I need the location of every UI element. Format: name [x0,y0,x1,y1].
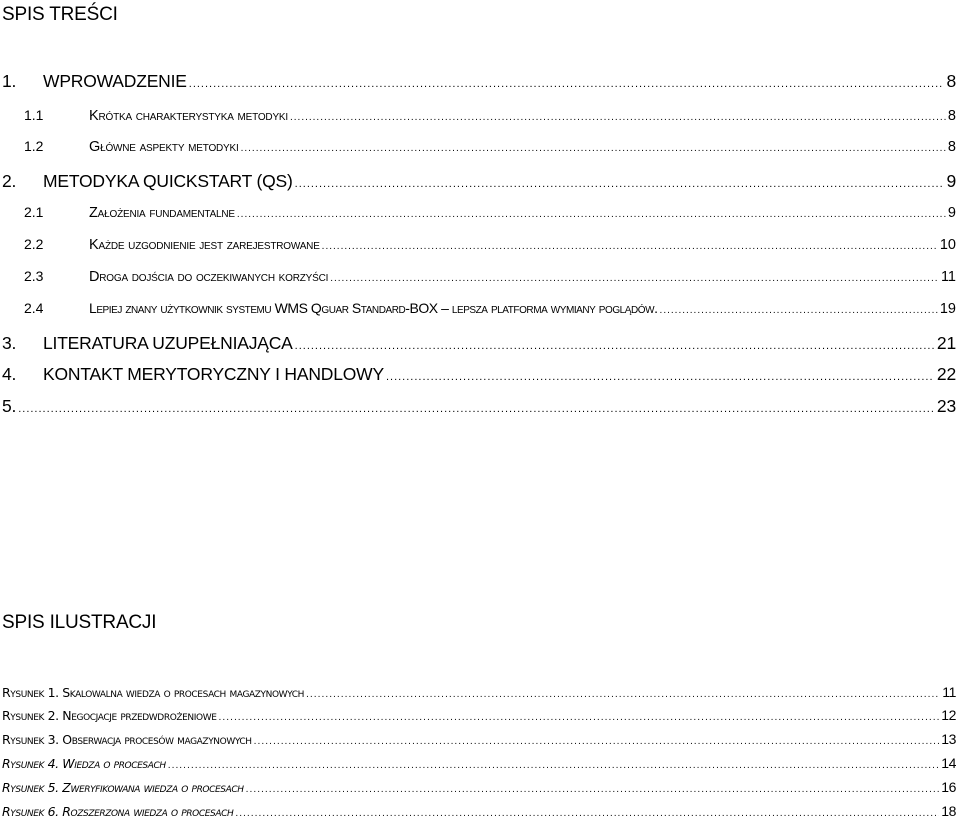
dot-leader [235,804,939,819]
toc-entry-page: 8 [946,71,956,91]
figure-entry-page: 11 [942,684,956,700]
figure-entry[interactable] [0,707,956,723]
toc-entry[interactable] [0,204,956,221]
figure-entry-title: Rysunek 5. Zweryfikowana wiedza o procesach [2,780,244,795]
dot-leader [290,108,946,123]
toc-entry-page: 9 [947,205,956,221]
toc-entry-page: 8 [947,108,956,124]
figure-entry-title: Rysunek 6. Rozszerzona wiedza o procesach [2,804,234,819]
dot-leader [330,269,939,284]
dot-leader [18,396,934,417]
toc-entry-title: Lepiej znany użytkownik systemu WMS Qguar Standard-BOX – lepsza platforma wymiany poglądów. [89,300,658,316]
toc-entry-number: 1. [2,71,17,91]
dot-leader [254,732,940,747]
toc-entry-title: Założenia fundamentalne [89,205,235,221]
figure-entry-title: Rysunek 3. Obserwacja procesów magazynowych [2,732,252,747]
toc-entry[interactable] [0,236,956,253]
toc-entry[interactable] [0,107,956,124]
toc-entry-number: 4. [2,364,17,384]
dot-leader [306,685,940,700]
toc-entry-page: 19 [939,301,956,317]
toc-heading: SPIS TREŚCI [2,4,118,25]
toc-entry-number: 5. [2,396,17,416]
toc-entry-number: 2. [2,171,17,191]
figure-entry[interactable] [0,803,956,819]
figure-entry[interactable] [0,684,956,700]
toc-entry-number: 2.4 [24,300,44,316]
dot-leader [660,301,938,316]
dot-leader [237,205,946,220]
toc-entry[interactable] [0,364,956,385]
toc-entry-title: Każde uzgodnienie jest zarejestrowane [89,237,320,253]
figure-entry-page: 14 [941,755,956,771]
toc-entry-page: 10 [939,237,956,253]
toc-entry-page: 22 [936,364,956,384]
toc-entry[interactable] [0,268,956,285]
toc-entry-number: 1.2 [24,138,44,154]
toc-entry-number: 1.1 [24,107,44,123]
toc-entry[interactable] [0,71,956,92]
figure-entry-page: 18 [941,803,956,819]
figure-entry[interactable] [0,779,956,795]
toc-entry-title: WPROWADZENIE [43,71,187,91]
toc-entry-title: KONTAKT MERYTORYCZNY I HANDLOWY [43,364,384,384]
dot-leader [322,237,938,252]
toc-entry-number: 2.3 [24,268,44,284]
toc-entry[interactable] [0,333,956,354]
figure-entry-title: Rysunek 4. Wiedza o procesach [2,756,166,771]
toc-entry[interactable] [0,171,956,192]
toc-entry-page: 21 [936,333,956,353]
dot-leader [189,71,944,92]
dot-leader [241,139,946,154]
figure-entry-page: 13 [941,731,956,747]
figure-entry-page: 16 [941,779,956,795]
figure-entry-title: Rysunek 2. Negocjacje przedwdrożeniowe [2,708,217,723]
toc-entry-title: Główne aspekty metodyki [89,139,239,155]
toc-entry[interactable] [0,138,956,155]
toc-entry-page: 23 [936,396,956,416]
toc-entry-page: 9 [946,171,956,191]
dot-leader [219,708,940,723]
toc-entry-number: 2.2 [24,236,44,252]
toc-entry-number: 2.1 [24,204,44,220]
toc-entry-page: 8 [947,139,956,155]
toc-entry-number: 3. [2,333,17,353]
dot-leader [168,756,940,771]
toc-entry-title: METODYKA QUICKSTART (QS) [43,171,293,191]
figure-entry[interactable] [0,755,956,771]
illustrations-heading: SPIS ILUSTRACJI [2,612,157,633]
dot-leader [246,780,940,795]
toc-entry-title: Krótka charakterystyka metodyki [89,108,288,124]
figure-entry-page: 12 [941,707,956,723]
toc-entry-page: 11 [940,269,956,285]
toc-entry[interactable] [0,300,956,317]
dot-leader [386,364,934,385]
dot-leader [295,171,944,192]
toc-entry-title: LITERATURA UZUPEŁNIAJĄCA [43,333,293,353]
toc-entry-title: Droga dojścia do oczekiwanych korzyści [89,269,329,285]
figure-entry[interactable] [0,731,956,747]
toc-entry[interactable] [0,396,956,417]
figure-entry-title: Rysunek 1. Skalowalna wiedza o procesach magazynowych [2,685,305,700]
dot-leader [295,333,934,354]
